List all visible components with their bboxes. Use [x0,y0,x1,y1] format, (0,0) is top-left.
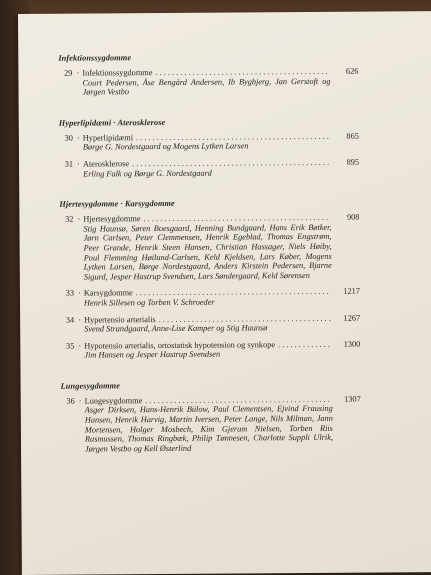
separator: · [75,288,83,298]
toc-entry [60,287,360,308]
section-heading: Infektionssygdomme [58,53,132,63]
chapter-authors: Court Pedersen, Åse Bengård Andersen, Ib Bygbjerg, Jan Gerstoft og Jørgen Vestbo [82,76,331,97]
page-number: 908 [346,212,360,222]
chapter-number: 35 [65,341,75,351]
leader-dots [278,340,331,350]
toc-entry [59,131,359,152]
page-number: 1300 [343,339,361,349]
chapter-number: 32 [65,214,74,224]
page-number: 1267 [343,313,361,323]
separator: · [76,396,84,406]
chapter-number: 36 [66,396,75,406]
chapter-title: Aterosklerose [82,159,130,169]
page-number: 865 [346,131,359,141]
chapter-authors: Børge G. Nordestgaard og Mogens Lytken Larsen [82,141,249,152]
chapter-title: Hyperlipidæmi [82,132,134,143]
chapter-number: 34 [65,315,75,325]
separator: · [75,214,83,224]
separator: · [75,159,83,169]
chapter-title: Hypertensio arterialis [84,314,156,325]
book-page [18,11,431,575]
chapter-authors: Stig Haunsø, Søren Boesgaard, Henning Bundgaard, Hans Erik Bøtker, Jørn Carlsen, Peter Clemmensen, Henrik Egeblad, Thomas Engstrøm, Peer Grande, Henrik Steen Hansen, Christian Hassager, Niels Høiby, Poul Flemming Høilund-Carlsen, Keld Kjeldsen, Lars Køber, Mogens Lytken Larsen, Børge Nordestgaard, Anders Kirstein Pedersen, Bjarne Sigurd, Jesper Hastrup Svendsen, Lars Søndergaard, Keld Sørensen [83,222,332,282]
toc-section [61,379,361,454]
chapter-authors: Svend Strandgaard, Anne-Lise Kamper og Stig Haunsø [84,323,268,334]
chapter-authors: Asger Dirksen, Hans-Henrik Bülow, Paul Clementsen, Ejvind Frausing Hansen, Henrik Harvig, Martin Iversen, Peter Lange, Nils Milman, Jann Mortensen, Holger Mosbech, Kim Gjerum Nielsen, Torben Riis Rasmussen, Thomas Ringbæk, Philip Tønnesen, Charlotte Suppli Ulrik, Jørgen Vestbo og Kell Østerlind [84,404,333,454]
chapter-number: 31 [64,159,74,169]
chapter-title: Infektionssygdomme [82,68,153,78]
chapter-authors: Erling Falk og Børge G. Nordestgaard [83,168,212,179]
separator: · [74,133,82,143]
chapter-number: 29 [64,68,73,78]
separator: · [76,341,84,351]
page-number: 1217 [343,286,360,297]
toc-section [58,52,358,98]
separator: · [74,68,82,78]
leader-dots [159,313,331,324]
toc-entry [59,213,359,282]
section-heading: Hjertesygdomme · Karsygdomme [59,199,175,209]
toc-section [59,198,360,361]
section-heading: Lungesygdomme [60,381,121,391]
page-number: 1307 [344,394,361,404]
chapter-authors: Jim Hansen og Jesper Hastrup Svendsen [84,349,221,360]
leader-dots [136,287,331,298]
toc-entry [59,158,359,179]
page-number: 626 [345,66,359,76]
section-heading: Hyperlipidæmi · Aterosklerose [58,117,166,128]
chapter-title: Lungesygdomme [84,396,143,406]
chapter-title: Hypotensio arterialis, ortostatisk hypotension og synkope [84,339,276,351]
toc-entry [60,313,360,334]
chapter-title: Hjertesygdomme [83,214,141,224]
toc-entry [61,394,361,454]
page-number: 895 [346,157,360,167]
toc-entry [58,67,358,98]
chapter-number: 33 [65,288,74,298]
leader-dots [132,158,330,169]
chapter-title: Karsygdomme [83,288,133,298]
chapter-number: 30 [64,133,73,143]
chapter-authors: Henrik Sillesen og Torben V. Schroeder [83,297,215,308]
separator: · [76,315,84,325]
toc-entry [60,339,360,360]
table-of-contents [58,52,361,462]
toc-section [59,116,359,178]
